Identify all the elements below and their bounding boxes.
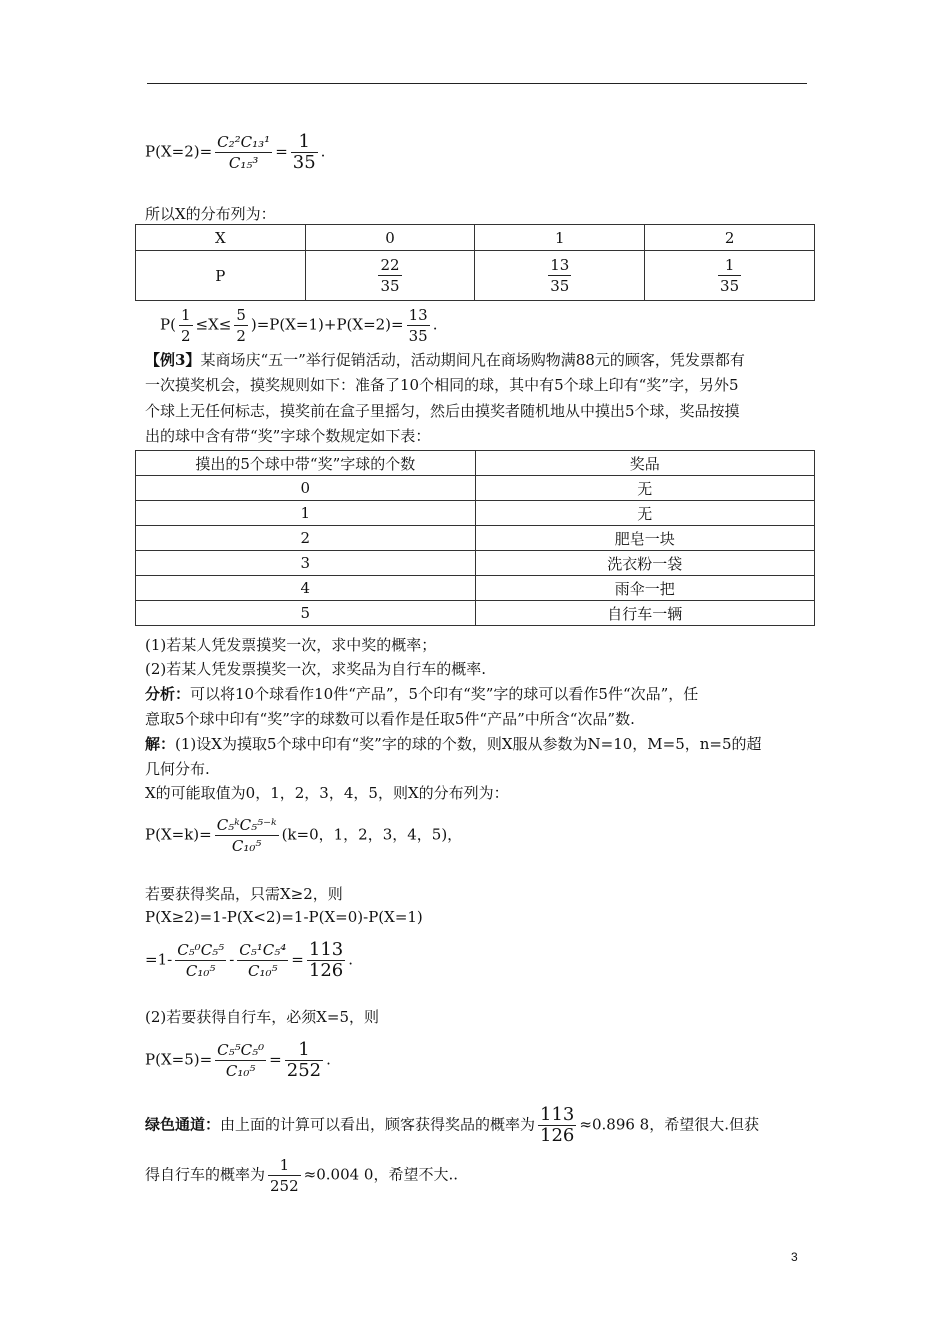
t2-count: 4 [136,576,476,601]
green-t1: 由上面的计算可以看出，顾客获得奖品的概率为 [220,1115,536,1134]
eq1-eq: = [291,950,304,969]
eq1-rn: 113 [308,939,344,960]
px5-tail: . [326,1050,331,1069]
t1-p0-num: 22 [380,256,400,274]
t2-header-prize: 奖品 [475,451,814,476]
green-label: 绿色通道： [145,1115,221,1134]
prange-a: P( [160,315,176,334]
px5-num: C₅⁵C₅⁰ [217,1041,265,1059]
pxk-den: C₁₀⁵ [231,837,262,855]
green-f2n: 1 [279,1156,290,1174]
solution-label: 解： [145,735,176,753]
prange-equation [160,305,437,346]
green-line2 [145,1155,458,1196]
header-rule [147,83,807,84]
t2-count: 5 [136,601,476,626]
px5-rd: 252 [286,1060,322,1081]
t1-p0-den: 35 [380,277,400,295]
t1-header-1: 1 [475,225,645,251]
px2-tail: . [320,142,326,161]
px2-res-num: 1 [298,131,310,152]
px2-res-den: 35 [292,152,316,173]
page-number: 3 [791,1250,798,1264]
t1-p2-den: 35 [720,277,740,295]
t2-prize: 自行车一辆 [475,601,814,626]
t2-count: 2 [136,526,476,551]
t1-prob-1 [475,251,645,301]
prange-mid: ≤X≤ [195,315,232,334]
example3-line1 [145,349,745,371]
prange-rn: 13 [408,306,428,324]
t2-count: 3 [136,551,476,576]
eq1-d1: C₁₀⁵ [185,962,216,980]
prange-f2n: 5 [236,306,246,324]
t1-row-label: P [136,251,306,301]
t1-p1-num: 13 [550,256,570,274]
pge2-line: P(X≥2)=1-P(X<2)=1-P(X=0)-P(X=1) [145,908,423,926]
px5-lhs: P(X=5)= [145,1050,213,1069]
t2-prize: 无 [475,476,814,501]
eq1-n2: C₅¹C₅⁴ [239,941,287,959]
pxk-num: C₅ᵏC₅⁵⁻ᵏ [216,816,277,834]
t2-header-count: 摸出的5个球中带“奖”字球的个数 [136,451,476,476]
part2-line: (2)若要获得自行车，必须X=5，则 [145,1008,380,1026]
px2-num: C₂²C₁₃¹ [217,133,271,151]
pxk-tail: (k=0，1，2，3，4，5)， [281,825,463,844]
t1-prob-2 [645,251,815,301]
solution-line3: X的可能取值为0，1，2，3，4，5，则X的分布列为： [145,784,509,802]
px5-rn: 1 [298,1039,310,1060]
prange-f2d: 2 [236,327,246,345]
eq1-rd: 126 [308,960,344,981]
example3-line4: 出的球中含有带“奖”字球个数规定如下表： [145,427,431,445]
px2-equation: P(X=2)= $\frac{\text{C₂²C₁₃¹}}{\text{C₁₅³}}$ = $\frac{1}{35}$ . [145,131,326,173]
t2-prize: 肥皂一块 [475,526,814,551]
pxk-equation [145,815,462,856]
distribution-table [135,224,815,301]
green-t4: ≈0.004 0，希望不大.. [303,1165,459,1184]
px5-den: C₁₀⁵ [225,1062,256,1080]
question-1: (1)若某人凭发票摸奖一次，求中奖的概率； [145,636,437,654]
prange-b: )=P(X=1)+P(X=2)= [250,315,404,334]
t2-prize: 洗衣粉一袋 [475,551,814,576]
t1-header-2: 2 [645,225,815,251]
px2-lhs: P(X=2)= [145,142,213,161]
need-line: 若要获得奖品，只需X≥2，则 [145,885,343,903]
green-f2d: 252 [270,1177,299,1195]
solution-line1 [145,733,762,755]
green-line1 [145,1105,759,1146]
eq1-minus: - [229,950,235,969]
prange-tail: . [432,315,438,334]
t1-p1-den: 35 [550,277,570,295]
eq1-tail: . [348,950,354,969]
example3-line3: 个球上无任何标志，摸奖前在盒子里摇匀，然后由摸奖者随机地从中摸出5个球，奖品按摸 [145,402,740,420]
prange-f1n: 1 [180,306,191,324]
question-2: (2)若某人凭发票摸奖一次，求奖品为自行车的概率. [145,660,487,678]
t2-prize: 雨伞一把 [475,576,814,601]
prize-table [135,450,815,626]
prange-f1d: 2 [180,327,191,345]
analysis-label: 分析： [145,685,191,703]
eq1-equation [145,940,353,981]
t2-count: 1 [136,501,476,526]
px2-den: C₁₅³ [228,154,259,172]
t2-prize: 无 [475,501,814,526]
green-f1n: 113 [540,1104,575,1125]
pxk-lhs: P(X=k)= [145,825,212,844]
example3-line2: 一次摸奖机会，摸奖规则如下：准备了10个相同的球，其中有5个球上印有“奖”字，另外5 [145,376,739,394]
eq1-a: =1- [145,950,173,969]
t1-header-0: 0 [305,225,475,251]
t1-p2-num: 1 [724,256,735,274]
solution-line2: 几何分布. [145,760,210,778]
px5-eq: = [269,1050,282,1069]
t1-prob-0 [305,251,475,301]
t2-count: 0 [136,476,476,501]
px5-equation [145,1040,331,1081]
solution-text1: (1)设X为摸取5个球中印有“奖”字的球的个数，则X服从参数为N=10，M=5，n=5的超 [175,735,762,753]
example3-tag: 【例3】 [145,351,201,369]
t1-header-x: X [136,225,306,251]
analysis-text1: 可以将10个球看作10件“产品”，5个印有“奖”字的球可以看作5件“次品”，任 [190,685,699,703]
analysis-line1 [145,683,698,705]
green-t2: ≈0.896 8，希望很大.但获 [579,1115,759,1134]
prange-rd: 35 [408,327,428,345]
example3-text1: 某商场庆“五一”举行促销活动，活动期间凡在商场购物满88元的顾客，凭发票都有 [200,351,745,369]
eq1-d2: C₁₀⁵ [248,962,278,980]
green-f1d: 126 [540,1125,575,1146]
dist-intro: 所以X的分布列为： [145,205,276,223]
green-t3: 得自行车的概率为 [145,1165,266,1184]
analysis-line2: 意取5个球中印有“奖”字的球数可以看作是任取5件“产品”中所含“次品”数. [145,710,635,728]
eq1-n1: C₅⁰C₅⁵ [177,941,225,959]
